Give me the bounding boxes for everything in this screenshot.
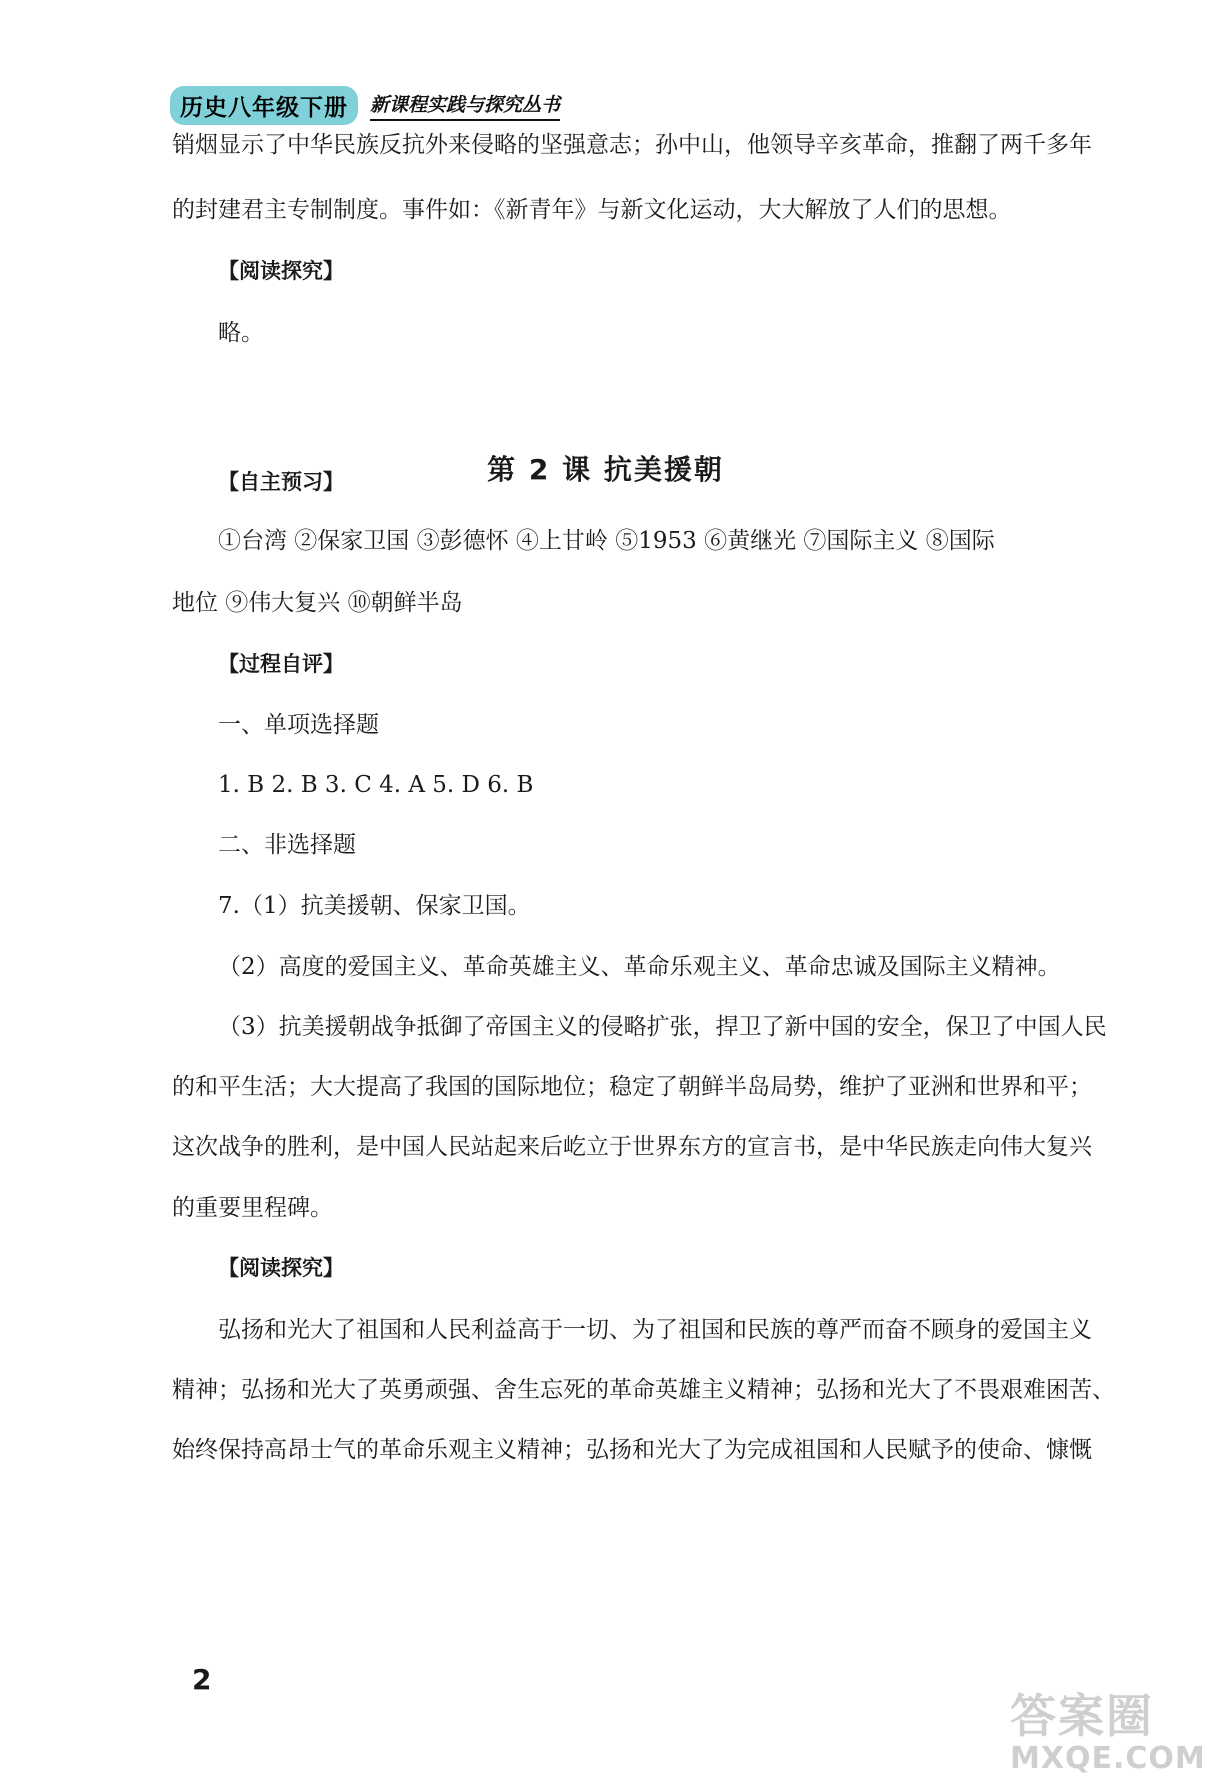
section-heading-preview: 【自主预习】 [218, 470, 344, 494]
answer-line: 7.（1）抗美援朝、保家卫国。 [218, 893, 531, 919]
body-line: 弘扬和光大了祖国和人民利益高于一切、为了祖国和民族的尊严而奋不顾身的爱国主义 [218, 1317, 1092, 1343]
body-line: 始终保持高昂士气的革命乐观主义精神；弘扬和光大了为完成祖国和人民赋予的使命、慷慨 [172, 1437, 1092, 1463]
subsection-heading: 二、非选择题 [218, 832, 356, 858]
answer-line: 地位 ⑨伟大复兴 ⑩朝鲜半岛 [172, 590, 463, 616]
grade-badge: 历史八年级下册 [170, 86, 358, 125]
answer-line: 这次战争的胜利，是中国人民站起来后屹立于世界东方的宣言书，是中华民族走向伟大复兴 [172, 1134, 1092, 1160]
body-line: 的封建君主专制制度。事件如：《新青年》与新文化运动，大大解放了人们的思想。 [172, 197, 1012, 223]
watermark-logo-text: 答案圈 [1010, 1689, 1154, 1743]
section-heading-evaluation: 【过程自评】 [218, 652, 344, 676]
subsection-heading: 一、单项选择题 [218, 712, 379, 738]
watermark-url: MXQE.COM [1010, 1741, 1206, 1776]
body-line: 略。 [218, 320, 264, 346]
page-number: 2 [192, 1663, 212, 1696]
answer-line: （3）抗美援朝战争抵御了帝国主义的侵略扩张，捍卫了新中国的安全，保卫了中国人民 [218, 1014, 1107, 1040]
answer-line: （2）高度的爱国主义、革命英雄主义、革命乐观主义、革命忠诚及国际主义精神。 [218, 954, 1061, 980]
answer-line: 的重要里程碑。 [172, 1195, 333, 1221]
answer-line: ①台湾 ②保家卫国 ③彭德怀 ④上甘岭 ⑤1953 ⑥黄继光 ⑦国际主义 ⑧国际 [218, 528, 995, 554]
site-watermark [1010, 1689, 1206, 1785]
answer-line: 1. B 2. B 3. C 4. A 5. D 6. B [218, 772, 534, 798]
series-title: 新课程实践与探究丛书 [370, 90, 560, 121]
section-heading-reading: 【阅读探究】 [218, 1256, 344, 1280]
body-line: 销烟显示了中华民族反抗外来侵略的坚强意志；孙中山，他领导辛亥革命，推翻了两千多年 [172, 132, 1092, 158]
answer-line: 的和平生活；大大提高了我国的国际地位；稳定了朝鲜半岛局势，维护了亚洲和世界和平； [172, 1074, 1092, 1100]
section-heading-reading: 【阅读探究】 [218, 259, 344, 283]
book-header [170, 86, 560, 125]
body-line: 精神；弘扬和光大了英勇顽强、舍生忘死的革命英雄主义精神；弘扬和光大了不畏艰难困苦、 [172, 1377, 1115, 1403]
lesson-title: 第 2 课 抗美援朝 [487, 453, 724, 486]
